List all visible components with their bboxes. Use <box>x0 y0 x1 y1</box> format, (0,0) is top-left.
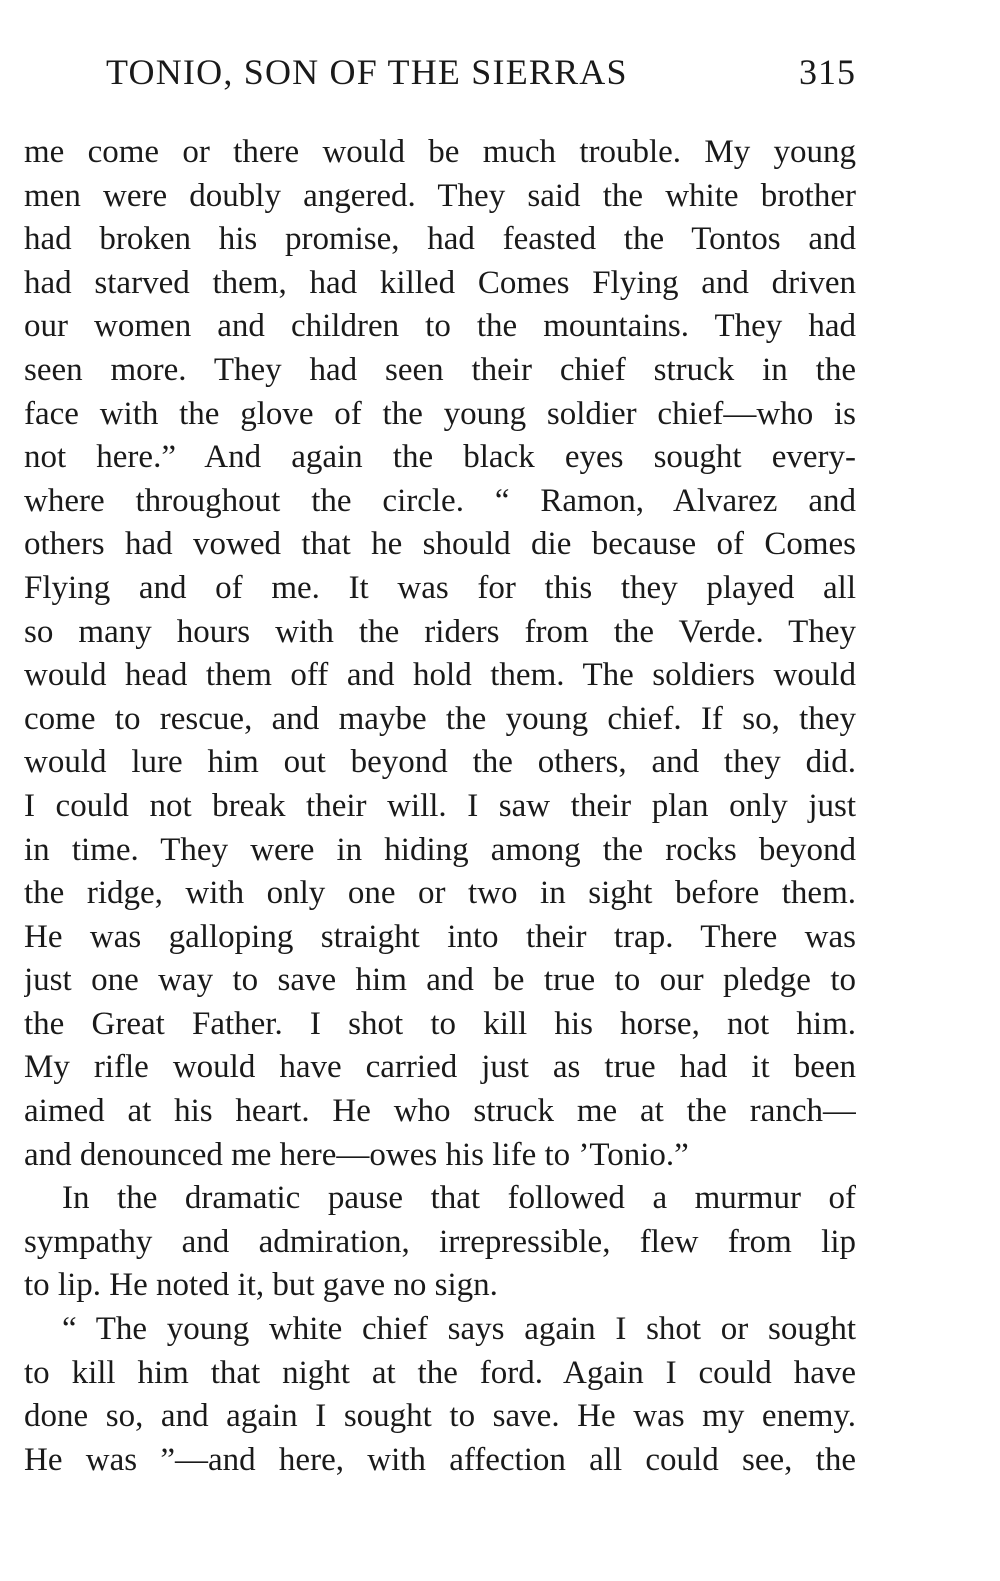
text-line: to lip. He noted it, but gave no sign. <box>24 1267 498 1304</box>
text-line: to kill him that night at the ford. Again I could have <box>24 1354 856 1391</box>
text-line: face with the glove of the young soldier chief—who is <box>24 395 856 432</box>
text-line: in time. They were in hiding among the rocks beyond <box>24 831 856 868</box>
text-line: seen more. They had seen their chief struck in the <box>24 351 856 388</box>
text-line: My rifle would have carried just as true had it been <box>24 1049 856 1086</box>
text-line: Flying and of me. It was for this they played all <box>24 569 856 606</box>
text-line: I could not break their will. I saw their plan only just <box>24 787 856 824</box>
running-title: TONIO, SON OF THE SIERRAS <box>106 52 628 92</box>
text-line: so many hours with the riders from the Verde. They <box>24 613 856 650</box>
text-line: our women and children to the mountains. They had <box>24 308 856 345</box>
text-line: sympathy and admiration, irrepressible, flew from lip <box>24 1223 856 1260</box>
text-line: had broken his promise, had feasted the Tontos and <box>24 221 856 258</box>
text-line: where throughout the circle. “ Ramon, Alvarez and <box>24 482 856 519</box>
text-line: done so, and again I sought to save. He was my enemy. <box>24 1398 856 1435</box>
text-line: just one way to save him and be true to our pledge to <box>24 962 856 999</box>
body-text <box>24 131 856 1482</box>
paragraph-first-line: “ The young white chief says again I shot or sought <box>62 1311 856 1348</box>
text-line: the Great Father. I shot to kill his horse, not him. <box>24 1005 856 1042</box>
text-line: He was ”—and here, with affection all could see, the <box>24 1441 856 1478</box>
text-line: not here.” And again the black eyes sought every- <box>24 439 856 476</box>
text-line: aimed at his heart. He who struck me at the ranch— <box>24 1093 856 1130</box>
text-line: would head them off and hold them. The soldiers would <box>24 657 856 694</box>
text-line: others had vowed that he should die because of Comes <box>24 526 856 563</box>
text-line: me come or there would be much trouble. My young <box>24 134 856 170</box>
page-number: 315 <box>799 52 856 92</box>
text-line: and denounced me here—owes his life to ’Tonio.” <box>24 1136 689 1173</box>
text-line: would lure him out beyond the others, and they did. <box>24 744 856 781</box>
paragraph-first-line: In the dramatic pause that followed a murmur of <box>62 1180 856 1217</box>
text-line: had starved them, had killed Comes Flying and driven <box>24 264 856 301</box>
page-header <box>24 50 856 94</box>
text-line: He was galloping straight into their trap. There was <box>24 918 856 955</box>
text-line: the ridge, with only one or two in sight before them. <box>24 875 856 912</box>
text-line: come to rescue, and maybe the young chief. If so, they <box>24 700 856 737</box>
text-line: men were doubly angered. They said the white brother <box>24 177 856 214</box>
